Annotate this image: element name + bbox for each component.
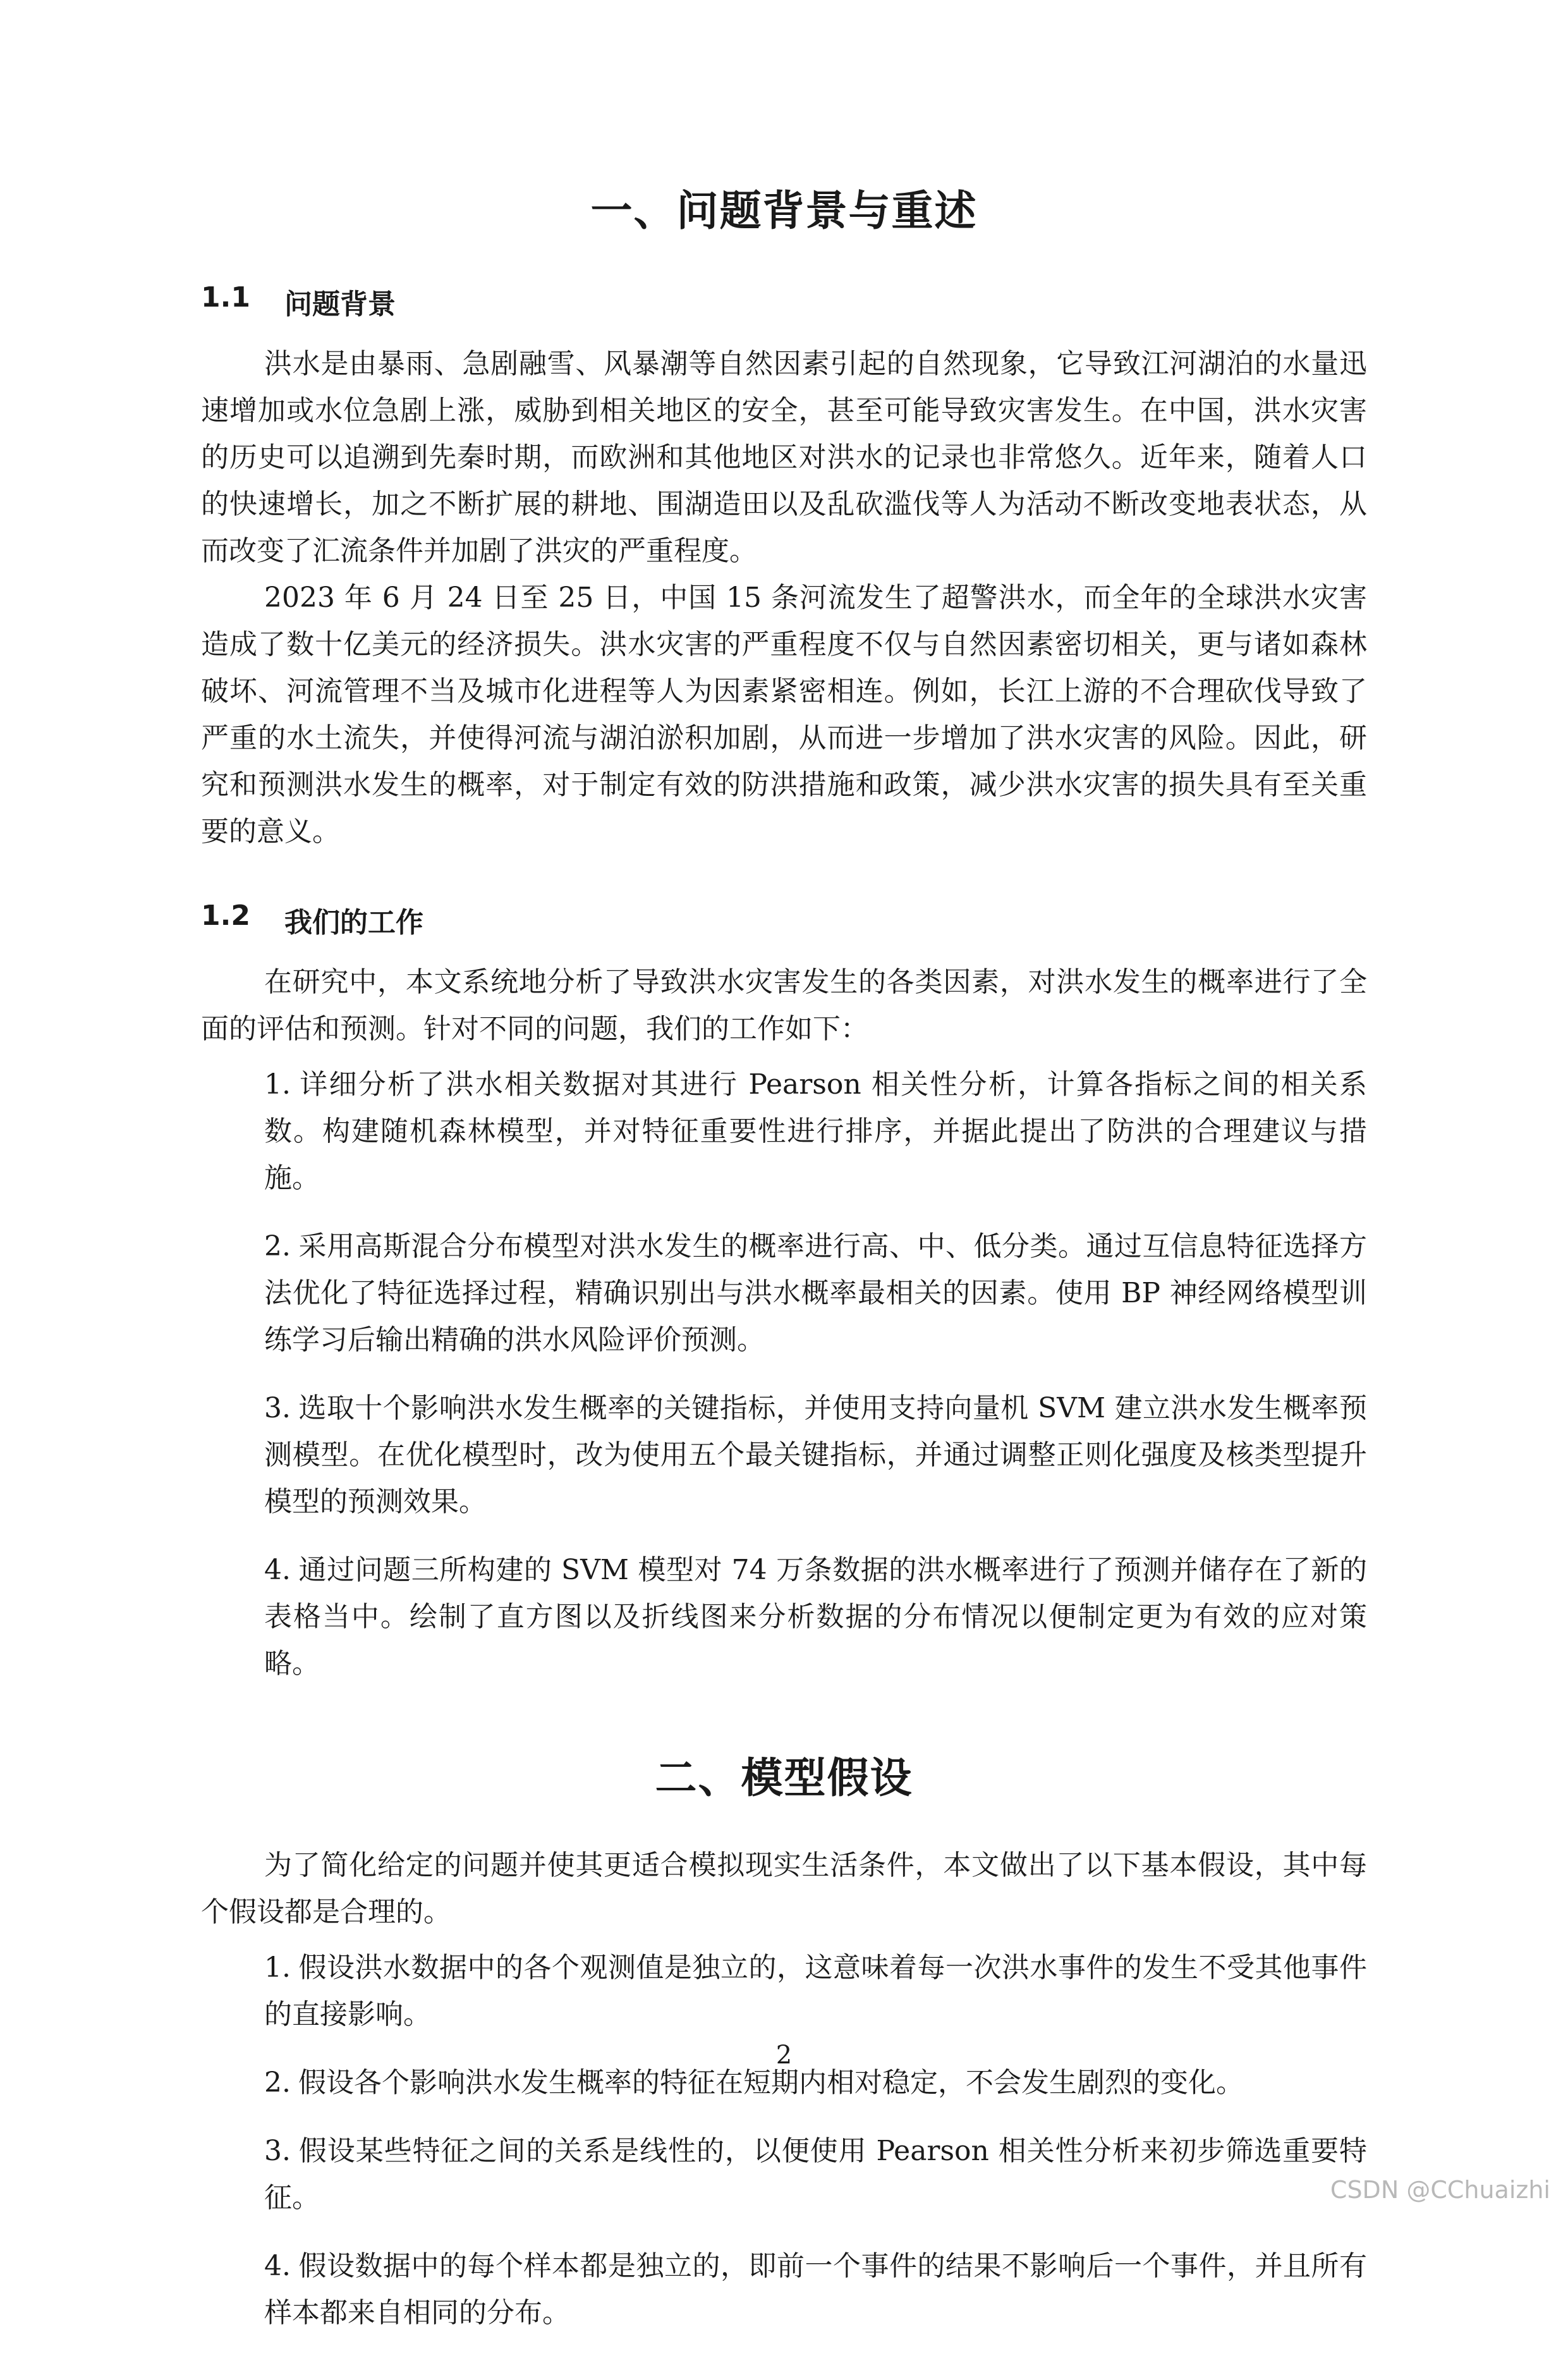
section-title: 我们的工作 [284, 907, 423, 939]
list-number: 4. [264, 2250, 291, 2282]
list-item [264, 2243, 1367, 2337]
work-list [201, 1061, 1367, 1687]
list-text: 假设某些特征之间的关系是线性的，以便使用 Pearson 相关性分析来初步筛选重要特征。 [264, 2135, 1367, 2214]
list-text: 假设数据中的每个样本都是独立的，即前一个事件的结果不影响后一个事件，并且所有样本都来自相同的分布。 [264, 2250, 1367, 2329]
list-text: 假设洪水数据中的各个观测值是独立的，这意味着每一次洪水事件的发生不受其他事件的直接影响。 [264, 1952, 1367, 2031]
list-item [264, 1547, 1367, 1687]
list-number: 4. [264, 1554, 291, 1586]
list-number: 3. [264, 2135, 291, 2167]
list-number: 2. [264, 2067, 291, 2099]
document-page [201, 164, 1367, 2358]
paragraph: 为了简化给定的问题并使其更适合模拟现实生活条件，本文做出了以下基本假设，其中每个假设都是合理的。 [201, 1849, 1367, 1928]
list-number: 2. [264, 1230, 291, 1262]
list-item [264, 1945, 1367, 2038]
list-item [264, 2128, 1367, 2221]
list-text: 选取十个影响洪水发生概率的关键指标，并使用支持向量机 SVM 建立洪水发生概率预测模型。在优化模型时，改为使用五个最关键指标，并通过调整正则化强度及核类型提升模型的预测效果。 [264, 1392, 1367, 1518]
paragraph: 2023 年 6 月 24 日至 25 日，中国 15 条河流发生了超警洪水，而全年的全球洪水灾害造成了数十亿美元的经济损失。洪水灾害的严重程度不仅与自然因素密切相关，更与诸如森林破坏、河流管理不当及城市化进程等人为因素紧密相连。例如，长江上游的不合理砍伐导致了严重的水土流失，并使得河流与湖泊淤积加剧，从而进一步增加了洪水灾害的风险。因此，研究和预测洪水发生的概率，对于制定有效的防洪措施和政策，减少洪水灾害的损失具有至关重要的意义。 [201, 582, 1367, 848]
list-item [264, 1385, 1367, 1525]
paragraph: 在研究中，本文系统地分析了导致洪水灾害发生的各类因素，对洪水发生的概率进行了全面的评估和预测。针对不同的问题，我们的工作如下： [201, 966, 1367, 1045]
section-title: 问题背景 [284, 288, 396, 321]
list-item [264, 1061, 1367, 1202]
section-number: 1.1 [201, 281, 250, 314]
section-1-2-heading [201, 900, 1367, 940]
chapter-2-title: 二、模型假设 [655, 1754, 913, 1802]
list-item [264, 1223, 1367, 1364]
list-number: 3. [264, 1392, 291, 1424]
section-number: 1.2 [201, 900, 250, 932]
list-text: 采用高斯混合分布模型对洪水发生的概率进行高、中、低分类。通过互信息特征选择方法优化了特征选择过程，精确识别出与洪水概率最相关的因素。使用 BP 神经网络模型训练学习后输出精确的洪水风险评价预测。 [264, 1230, 1367, 1356]
watermark: CSDN @CChuaizhi [1330, 2176, 1550, 2204]
list-text: 详细分析了洪水相关数据对其进行 Pearson 相关性分析，计算各指标之间的相关系数。构建随机森林模型，并对特征重要性进行排序，并据此提出了防洪的合理建议与措施。 [264, 1068, 1367, 1194]
list-number: 1. [264, 1952, 291, 1984]
paragraph: 洪水是由暴雨、急剧融雪、风暴潮等自然因素引起的自然现象，它导致江河湖泊的水量迅速增加或水位急剧上涨，威胁到相关地区的安全，甚至可能导致灾害发生。在中国，洪水灾害的历史可以追溯到先秦时期，而欧洲和其他地区对洪水的记录也非常悠久。近年来，随着人口的快速增长，加之不断扩展的耕地、围湖造田以及乱砍滥伐等人为活动不断改变地表状态，从而改变了汇流条件并加剧了洪灾的严重程度。 [201, 348, 1367, 567]
list-number: 1. [264, 1068, 291, 1101]
page-number: 2 [775, 2041, 793, 2070]
assumption-list [201, 1945, 1367, 2337]
section-1-1-heading [201, 281, 1367, 322]
chapter-1-title: 一、问题背景与重述 [590, 186, 978, 235]
list-text: 通过问题三所构建的 SVM 模型对 74 万条数据的洪水概率进行了预测并储存在了新的表格当中。绘制了直方图以及折线图来分析数据的分布情况以便制定更为有效的应对策略。 [264, 1554, 1367, 1680]
list-text: 假设各个影响洪水发生概率的特征在短期内相对稳定，不会发生剧烈的变化。 [298, 2067, 1244, 2099]
